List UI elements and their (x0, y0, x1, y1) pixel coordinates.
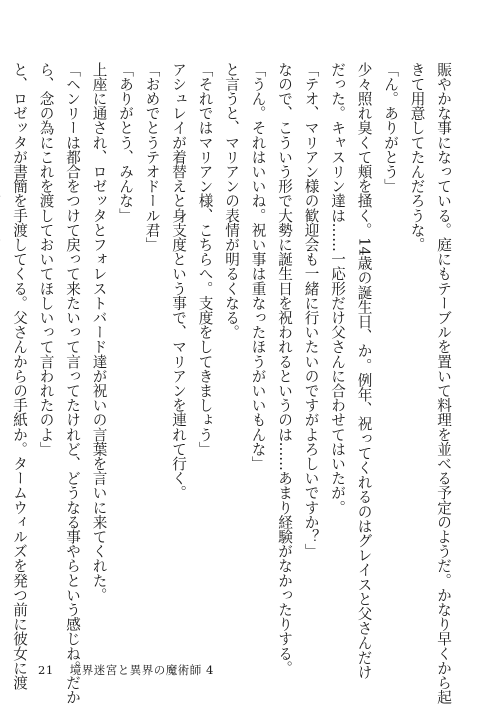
text-line: 「テオ、マリアン様の歓迎会も一緒に行いたいのですがよろしいですか？」 (302, 62, 320, 559)
text-line: ら、念の為にこれを渡しておいてほしいって言われたのよ」 (37, 62, 55, 457)
text-line: と、ロゼッタが書簡を手渡してくる。父さんからの手紙か。タームウィルズを発つ前に彼女に渡 (11, 62, 28, 690)
text-line: なので、こういう形で大勢に誕生日を祝われるというのは……あまり経験がなかったりする。 (276, 62, 293, 676)
book-title: 境界迷宮と異界の魔術師 4 (69, 663, 214, 677)
text-line: 「ん。ありがとう」 (382, 62, 399, 194)
text-line: 「おめでとうテオドール君」 (143, 62, 161, 252)
text-line: 「ありがとう、みんな」 (117, 62, 134, 223)
page-number: 21 (38, 663, 54, 677)
text-line: 「うん。それはいいね。祝い事は重なったほうがいいもんな」 (249, 62, 267, 471)
text-line (0, 62, 6, 637)
text-line: きて用意してたんだろうな。 (408, 62, 426, 252)
page-footer (38, 662, 214, 678)
text-line: 少々照れ臭くて頬を掻く。14歳の誕生日、か。例年、祝ってくれるのはグレイスと父さんだけ (355, 62, 373, 680)
text-line: アシュレイが着替えと身支度という事で、マリアンを連れて行く。 (170, 62, 187, 500)
text-line: 「ヘンリーは都合をつけて戻って来たいって言ってたけれど、どうなる事やらという感じね。だか (64, 62, 81, 705)
text-line: だった。キャスリン達は……一応形だけ父さんに合わせてはいたが。 (329, 62, 346, 515)
text-line: 上座に通され、ロゼッタとフォレストバード達が祝いの言葉を言いに来てくれた。 (90, 62, 108, 603)
text-line: と言うと、マリアンの表情が明るくなる。 (223, 62, 240, 340)
text-line: 賑やかな事になっている。庭にもテーブルを置いて料理を並べる予定のようだ。かなり早くから起 (435, 62, 452, 705)
text-line: 「それではマリアン様、こちらへ。支度をしてきましょう」 (196, 62, 214, 457)
